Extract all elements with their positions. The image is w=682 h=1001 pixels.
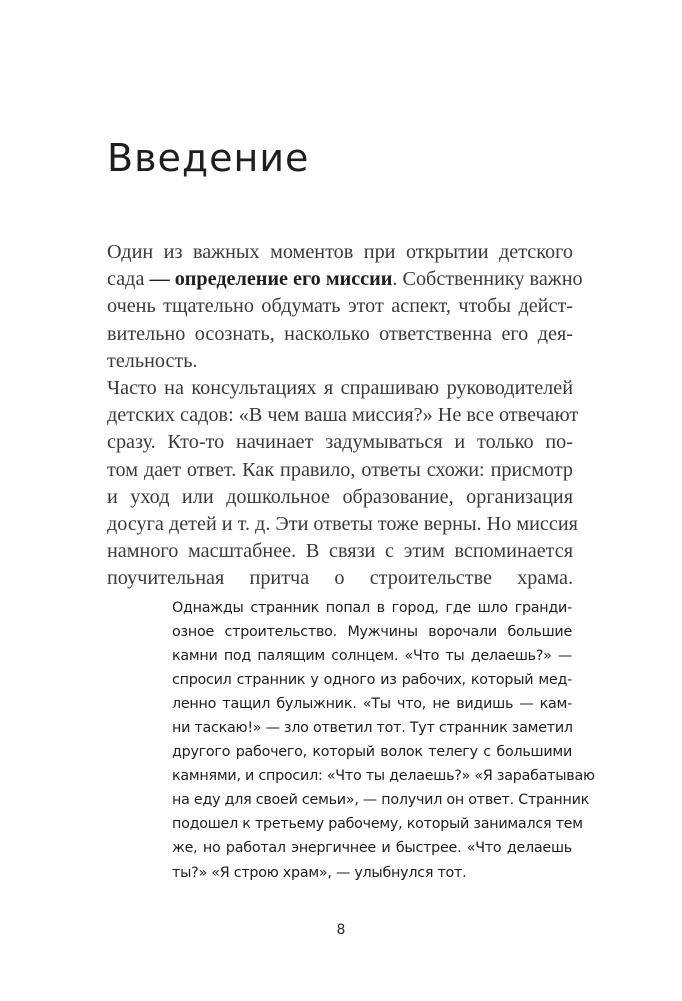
quote-line: камни под палящим солнцем. «Что ты делаешь?» — [172,648,572,665]
text-line: Один из важных моментов при открытии детского [107,241,573,263]
intro-paragraph [107,239,583,375]
text-fragment: сада [107,268,150,291]
text-line: вительно осознать, насколько ответственна его дея- [107,322,573,345]
page-number: 8 [336,922,346,938]
quote-line: Однажды странник попал в город, где шло гранди- [172,600,572,616]
parable-quote [172,596,595,885]
quote-line: озное строительство. Мужчины ворочали большие [172,624,572,641]
page-title: Введение [107,136,310,180]
consultation-paragraph [107,375,579,593]
quote-line: подошел к третьему рабочему, который занимался тем [172,816,583,833]
text-line: поучительная притча о строительстве храма. [107,567,573,590]
quote-line: ты?» «Я строю храм», — улыбнулся тот. [172,864,467,881]
quote-line: ни таскаю!» — зло ответил тот. Тут странник заметил [172,720,573,737]
text-line-with-emphasis [107,266,583,293]
text-line: тельность. [107,349,198,372]
quote-line: другого рабочего, который волок телегу с большими [172,744,572,761]
text-fragment: . Собственнику важно [392,268,583,291]
emphasized-phrase: — определение его миссии [149,268,393,291]
text-line: том дает ответ. Как правило, ответы схожи: присмотр [107,458,573,481]
quote-line: на еду для своей семьи», — получил он ответ. Странник [172,792,589,809]
quote-line: спросил странник у одного из рабочих, который мед- [172,672,572,689]
text-line: досуга детей и т. д. Эти ответы тоже верны. Но миссия [107,513,578,536]
quote-line: камнями, и спросил: «Что ты делаешь?» «Я зарабатываю [172,768,595,785]
text-line: Часто на консультациях я спрашиваю руководителей [107,377,573,399]
quote-line: же, но работал энергичнее и быстрее. «Что делаешь [172,840,572,857]
quote-line: ленно тащил булыжник. «Ты что, не видишь — кам- [172,696,572,713]
text-line: детских садов: «В чем ваша миссия?» Не все отвечают [107,404,579,427]
text-line: и уход или дошкольное образование, организация [107,485,573,508]
text-line: намного масштабнее. В связи с этим вспоминается [107,540,573,563]
text-line: очень тщательно обдумать этот аспект, чтобы дейст- [107,295,573,318]
text-line: сразу. Кто-то начинает задумываться и только по- [107,431,573,454]
